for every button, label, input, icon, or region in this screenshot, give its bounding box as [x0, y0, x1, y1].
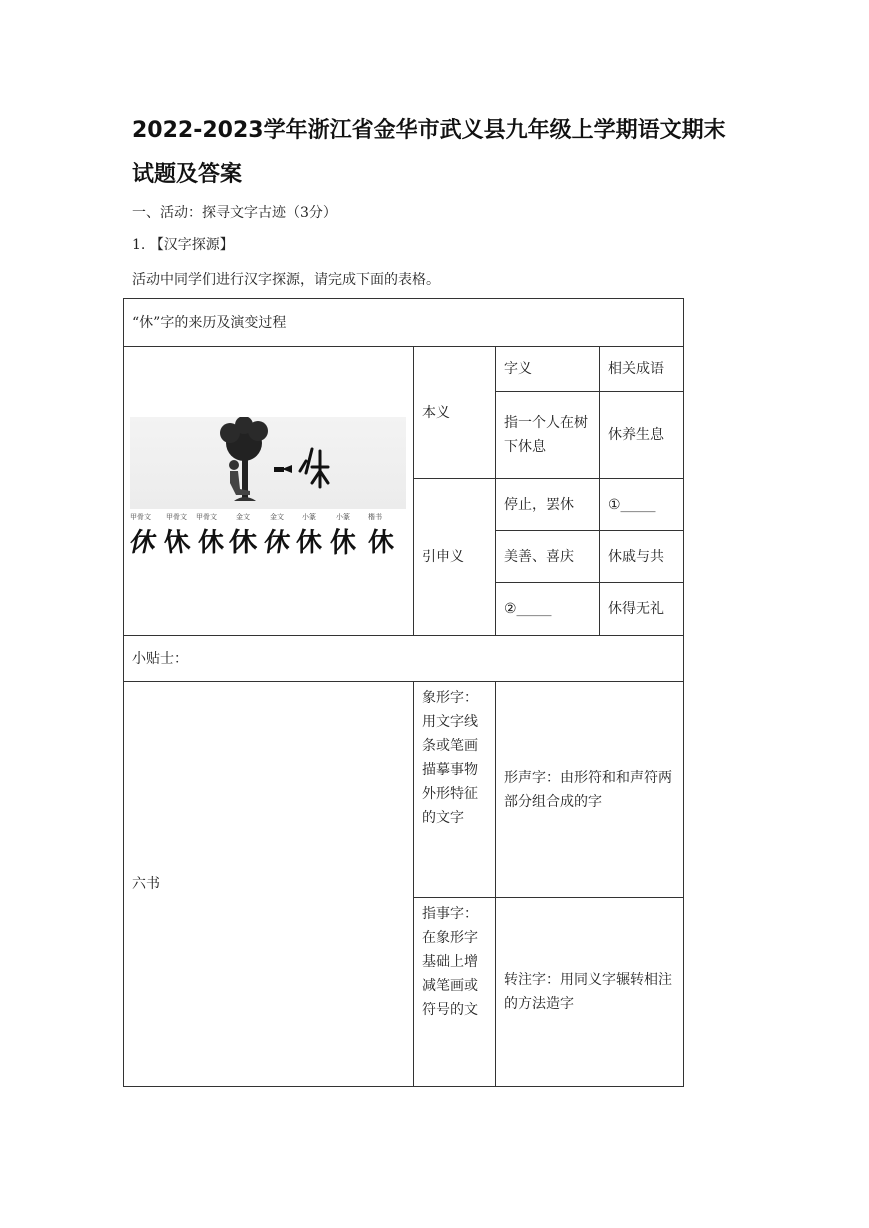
zhuanzhu-definition: 转注字：用同义字辗转相注的方法造字	[496, 898, 684, 1087]
yinshenyi-label: 引申义	[414, 479, 496, 636]
ancient-glyph: 休	[296, 528, 323, 558]
instruction-text: 活动中同学们进行汉字探源，请完成下面的表格。	[132, 272, 440, 288]
ancient-glyph: 休	[261, 528, 293, 558]
script-label: 甲骨文	[166, 513, 187, 521]
benyi-idiom: 休养生息	[600, 392, 684, 479]
yinshenyi-meaning: 美善、喜庆	[496, 531, 600, 583]
liushu-label: 六书	[124, 682, 414, 1087]
illustration-background	[130, 417, 406, 509]
zhishi-definition: 指事字：在象形字基础上增减笔画或符号的文	[414, 898, 496, 1087]
ancient-glyph: 休	[198, 528, 225, 558]
ancient-glyph: 休	[126, 528, 160, 558]
script-label: 小篆	[336, 513, 350, 521]
script-label: 楷书	[368, 513, 382, 521]
benyi-label: 本义	[414, 347, 496, 479]
script-label: 小篆	[302, 513, 316, 521]
yinshenyi-idiom: 休戚与共	[600, 531, 684, 583]
ancient-glyph: 休	[368, 528, 395, 558]
script-label: 甲骨文	[196, 513, 217, 521]
tip-label: 小贴士：	[124, 636, 684, 682]
section-heading: 一、活动：探寻文字古迹（3分）	[132, 205, 337, 221]
glyph-evolution-row	[126, 527, 406, 567]
table-header: “休”字的来历及演变过程	[124, 299, 684, 347]
column-header-meaning: 字义	[496, 347, 600, 392]
yinshenyi-meaning: 停止，罢休	[496, 479, 600, 531]
answer-blank-1[interactable]: ①_____	[600, 479, 684, 531]
script-label: 甲骨文	[130, 513, 151, 521]
script-labels	[130, 512, 406, 524]
answer-blank-2[interactable]: ②_____	[496, 583, 600, 636]
benyi-meaning: 指一个人在树下休息	[496, 392, 600, 479]
person-under-tree-illustration	[130, 417, 406, 509]
document-title-line1: 2022-2023学年浙江省金华市武义县九年级上学期语文期末	[132, 118, 726, 143]
column-header-idiom: 相关成语	[600, 347, 684, 392]
ancient-glyph: 休	[161, 528, 193, 558]
ancient-glyph: 休	[228, 528, 258, 558]
yinshenyi-idiom: 休得无礼	[600, 583, 684, 636]
character-origin-table	[123, 298, 684, 1087]
ancient-glyph: 休	[330, 527, 357, 559]
document-title-line2: 试题及答案	[132, 162, 243, 187]
xiangxing-definition: 象形字：用文字线条或笔画描摹事物外形特征的文字	[414, 682, 496, 898]
evolution-figure	[124, 347, 414, 636]
script-label: 金文	[236, 513, 250, 521]
xingsheng-definition: 形声字：由形符和和声符两部分组合成的字	[496, 682, 684, 898]
question-heading: 1. 【汉字探源】	[132, 237, 234, 253]
script-label: 金文	[270, 513, 284, 521]
